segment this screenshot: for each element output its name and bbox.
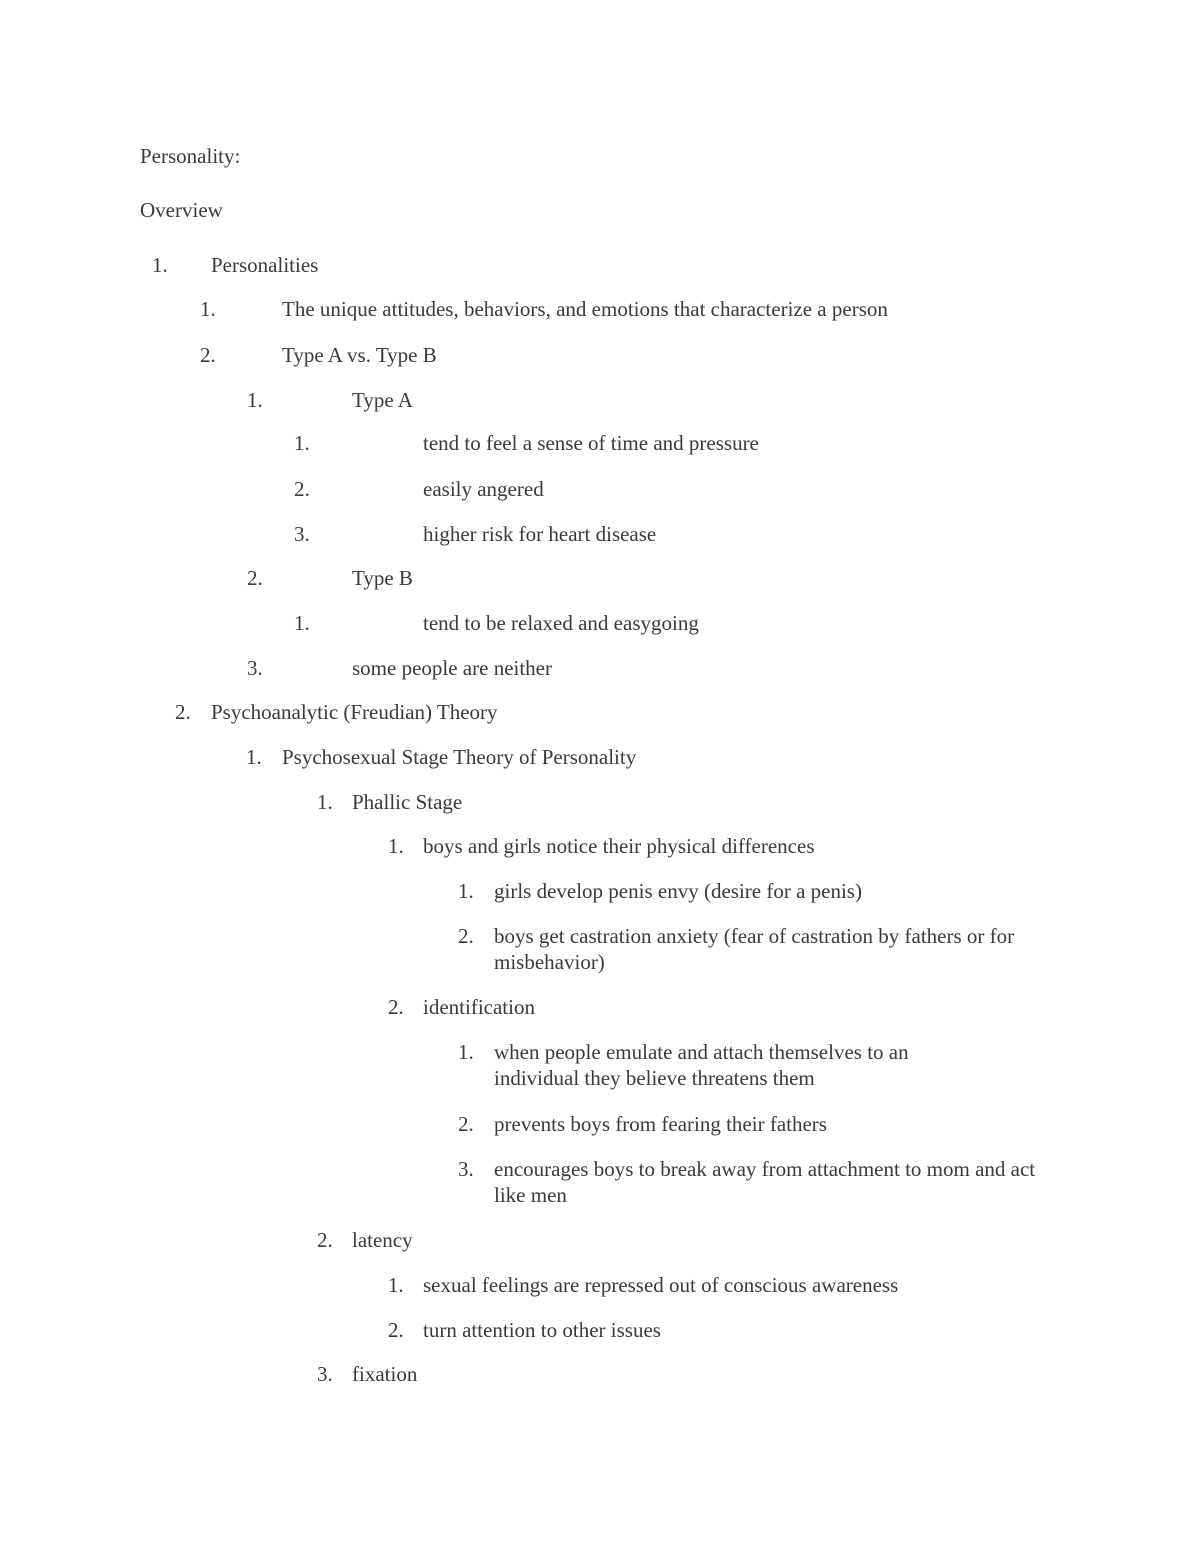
list-number: 1. — [200, 297, 216, 321]
list-number: 3. — [317, 1362, 333, 1386]
list-item-definition: The unique attitudes, behaviors, and emotions that characterize a person — [282, 297, 888, 321]
list-item-type-a-vs-b: Type A vs. Type B — [282, 343, 437, 367]
list-number: 1. — [246, 745, 262, 769]
list-number: 2. — [294, 477, 310, 501]
list-number: 3. — [294, 522, 310, 546]
list-number: 1. — [317, 790, 333, 814]
list-number: 1. — [458, 879, 474, 903]
list-number: 2. — [458, 924, 474, 948]
list-item: when people emulate and attach themselves to an individual they believe threatens them — [494, 1040, 909, 1090]
list-item-latency: latency — [352, 1228, 413, 1252]
section-heading-overview: Overview — [140, 198, 223, 222]
list-number: 1. — [294, 431, 310, 455]
list-number: 3. — [458, 1157, 474, 1181]
list-item: easily angered — [423, 477, 544, 501]
list-number: 1. — [247, 388, 263, 412]
list-number: 2. — [200, 343, 216, 367]
list-number: 1. — [152, 253, 168, 277]
list-item: tend to be relaxed and easygoing — [423, 611, 699, 635]
list-number: 1. — [294, 611, 310, 635]
list-item-type-b: Type B — [352, 566, 413, 590]
list-number: 2. — [388, 1318, 404, 1342]
list-item: boys get castration anxiety (fear of castration by fathers or for misbehavior) — [494, 924, 1015, 974]
list-item: sexual feelings are repressed out of conscious awareness — [423, 1273, 899, 1297]
list-number: 2. — [317, 1228, 333, 1252]
list-item-identification: identification — [423, 995, 535, 1019]
list-item-psychoanalytic-theory: Psychoanalytic (Freudian) Theory — [211, 700, 498, 724]
list-item: tend to feel a sense of time and pressure — [423, 431, 759, 455]
list-item: boys and girls notice their physical differences — [423, 834, 815, 858]
list-number: 2. — [458, 1112, 474, 1136]
list-item: higher risk for heart disease — [423, 522, 657, 546]
list-item-personalities: Personalities — [211, 253, 319, 277]
list-item-psychosexual-stage-theory: Psychosexual Stage Theory of Personality — [282, 745, 637, 769]
list-item: some people are neither — [352, 656, 552, 680]
list-number: 2. — [175, 700, 191, 724]
list-item: girls develop penis envy (desire for a penis) — [494, 879, 862, 903]
list-item: prevents boys from fearing their fathers — [494, 1112, 827, 1136]
list-number: 1. — [388, 834, 404, 858]
list-item-fixation: fixation — [352, 1362, 418, 1386]
list-item: encourages boys to break away from attachment to mom and act like men — [494, 1157, 1036, 1207]
list-number: 2. — [247, 566, 263, 590]
list-number: 1. — [458, 1040, 474, 1064]
list-number: 1. — [388, 1273, 404, 1297]
list-item-phallic-stage: Phallic Stage — [352, 790, 463, 814]
list-number: 3. — [247, 656, 263, 680]
list-number: 2. — [388, 995, 404, 1019]
list-item: turn attention to other issues — [423, 1318, 661, 1342]
list-item-type-a: Type A — [352, 388, 413, 412]
page-title: Personality: — [140, 144, 241, 168]
